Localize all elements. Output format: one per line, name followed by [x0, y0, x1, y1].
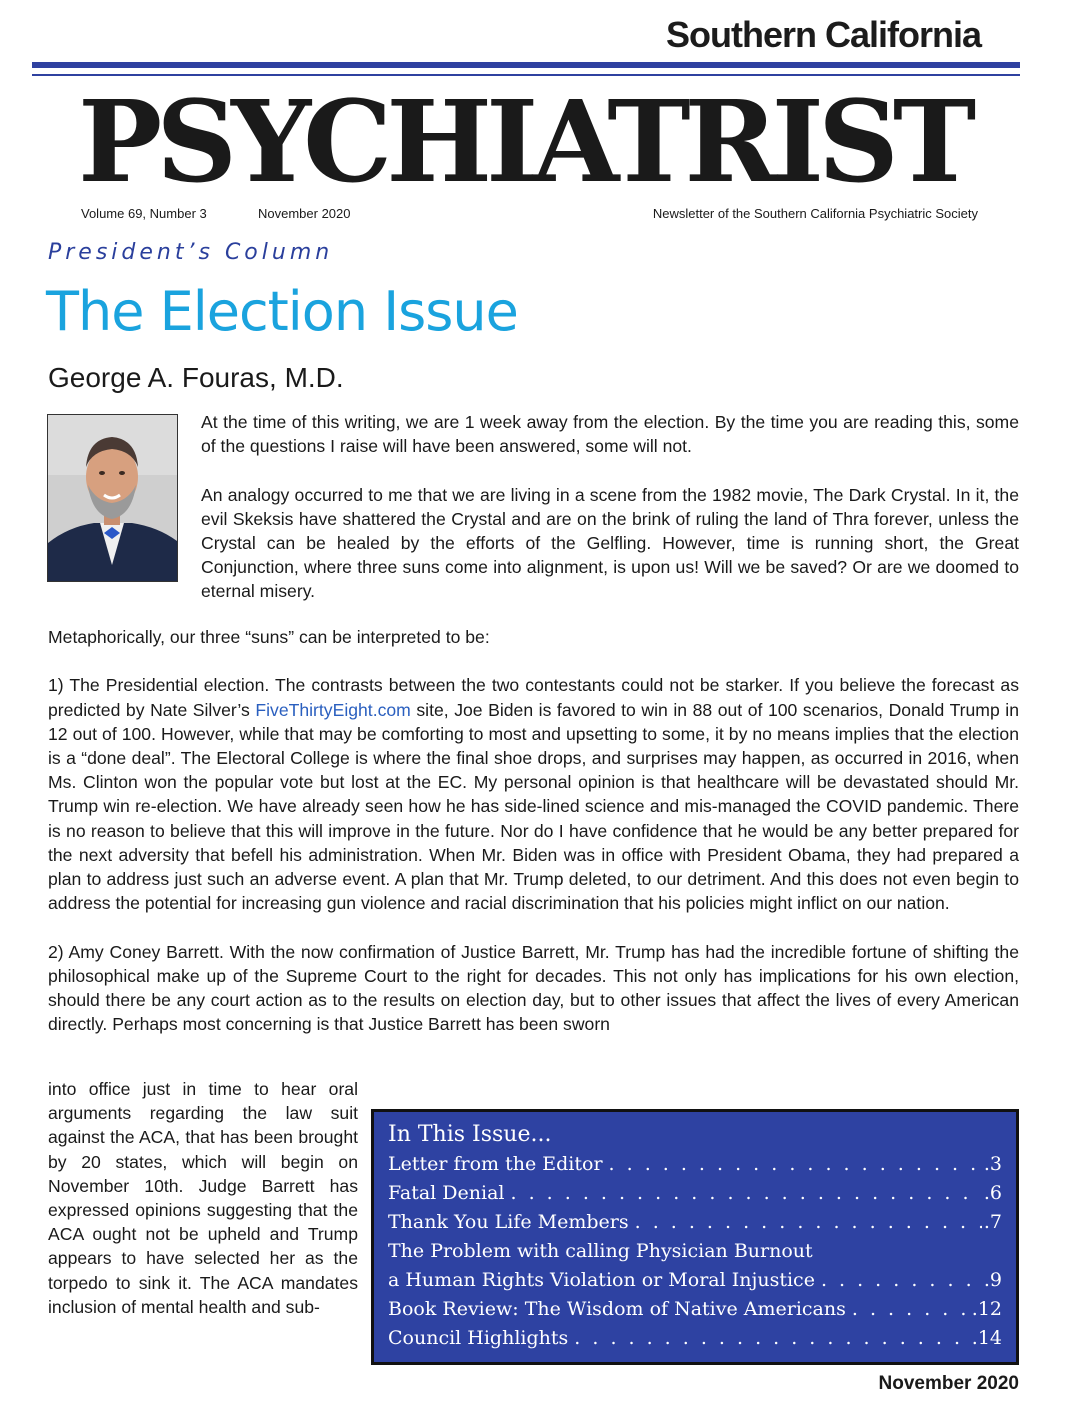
newsletter-tagline: Newsletter of the Southern California Psychiatric Society — [652, 206, 978, 221]
portrait-icon — [48, 415, 177, 581]
column-label: President’s Column — [48, 240, 334, 265]
toc-item-page: .12 — [971, 1298, 1002, 1320]
toc-leader-dots — [821, 1266, 982, 1295]
article-intro — [201, 410, 1019, 604]
intro-paragraph-2: An analogy occurred to me that we are living in a scene from the 1982 movie, The Dark Crystal. In it, the evil Skeksis have shattered the Crystal and are on the brink of ruling the land of Thra forever, unless the Crystal can be healed by the efforts of the Gelfling. However, time is running short, the Great Conjunction, where three suns come into alignment, is upon us! Will we be saved? Or are we doomed to eternal misery. — [201, 484, 1019, 602]
point-2-paragraph: 2) Amy Coney Barrett. With the now confirmation of Justice Barrett, Mr. Trump has had the incredible fortune of shifting the philosophical make up of the Supreme Court to the right for decades. This not only has implications for his own election, should there be any court action as to the results on election day, but to other issues that affect the lives of every American directly. Perhaps most concerning is that Justice Barrett has been sworn — [48, 941, 1019, 1035]
toc-leader-dots — [852, 1295, 970, 1324]
volume-info: Volume 69, Number 3 — [81, 206, 207, 221]
toc-item-title: Fatal Denial — [388, 1182, 505, 1204]
toc-item-page: .14 — [971, 1327, 1002, 1349]
toc-leader-dots — [511, 1179, 982, 1208]
toc-item[interactable] — [388, 1295, 1002, 1324]
suns-intro: Metaphorically, our three “suns” can be interpreted to be: — [48, 627, 490, 647]
point-1-text-a: 1) The Presidential election. The contrasts between the two contestants could not be starker. If you believe the forecast as predicted by Nate Silver’s — [48, 675, 1019, 720]
toc-item[interactable] — [388, 1324, 1002, 1353]
toc-item-title: Council Highlights — [388, 1327, 569, 1349]
footer-date: November 2020 — [878, 1373, 1019, 1394]
masthead-rule-thick — [32, 62, 1020, 68]
region-name: Southern California — [665, 14, 981, 55]
toc-item-page: .9 — [983, 1269, 1002, 1291]
toc-leader-dots — [574, 1324, 970, 1353]
toc-item[interactable] — [388, 1179, 1002, 1208]
point-2-continuation: into office just in time to hear oral arguments regarding the law suit against the ACA, that has been brought by 20 states, which will begin on November 10th. Judge Barrett has expressed opinions suggesting that the ACA ought not be upheld and Trump appears to have selected her as the torpedo to sink it. The ACA mandates inclusion of mental health and sub- — [48, 1079, 358, 1317]
article-body — [48, 625, 1019, 1036]
masthead-rule-thin — [32, 74, 1020, 76]
toc-leader-dots — [635, 1208, 982, 1237]
toc-item-page: .7 — [983, 1211, 1002, 1233]
fivethirtyeight-link[interactable]: FiveThirtyEight.com — [255, 699, 411, 720]
article-headline: The Election Issue — [46, 280, 518, 343]
toc-item[interactable] — [388, 1150, 1002, 1179]
toc-item[interactable] — [388, 1266, 1002, 1295]
point-1-text-b: site, Joe Biden is favored to win in 88 out of 100 scenarios, Donald Trump in 12 out of 100. However, while that may be comforting to most and upsetting to some, it by no means implies that the election is a “done deal”. The Electoral College is where the final shoe drops, and surprises may happen, as occurred in 2016, when Ms. Clinton won the popular vote but lost at the EC. My personal opinion is that healthcare will be devastated should Mr. Trump win re-election. We have already seen how he has side-lined science and mis-managed the COVID pandemic. There is no reason to believe that this will improve in the future. Nor do I have confidence that he would be any better prepared for the next adversity that befell his administration. When Mr. Biden was in office with President Obama, they had prepared a plan to address just such an adverse event. A plan that Mr. Trump deleted, to our detriment. And this does not even begin to address the potential for increasing gun violence and racial discrimination that his policies might inflict on our nation. — [48, 699, 1019, 914]
toc-item-title: The Problem with calling Physician Burnout — [388, 1240, 813, 1262]
toc-item-page: .6 — [983, 1182, 1002, 1204]
intro-paragraph-1: At the time of this writing, we are 1 week away from the election. By the time you are reading this, some of the questions I raise will have been answered, some will not. — [201, 412, 1019, 457]
toc-leader-dots — [609, 1150, 982, 1179]
toc-item[interactable] — [388, 1208, 1002, 1237]
article-continuation — [48, 1077, 358, 1319]
toc-item-title: a Human Rights Violation or Moral Injustice — [388, 1269, 815, 1291]
toc-item-page: .3 — [983, 1153, 1002, 1175]
toc-item-title: Letter from the Editor — [388, 1153, 603, 1175]
point-1-paragraph — [48, 673, 1019, 915]
toc-item-title: Thank You Life Members — [388, 1211, 629, 1233]
toc-heading: In This Issue... — [388, 1122, 552, 1147]
article-author: George A. Fouras, M.D. — [48, 362, 344, 393]
toc-item[interactable] — [388, 1237, 1002, 1266]
issue-date: November 2020 — [258, 206, 351, 221]
toc-item-title: Book Review: The Wisdom of Native Americans — [388, 1298, 846, 1320]
newsletter-title: PSYCHIATRIST — [78, 77, 971, 208]
in-this-issue-box — [371, 1109, 1019, 1365]
author-portrait-image — [47, 414, 178, 582]
